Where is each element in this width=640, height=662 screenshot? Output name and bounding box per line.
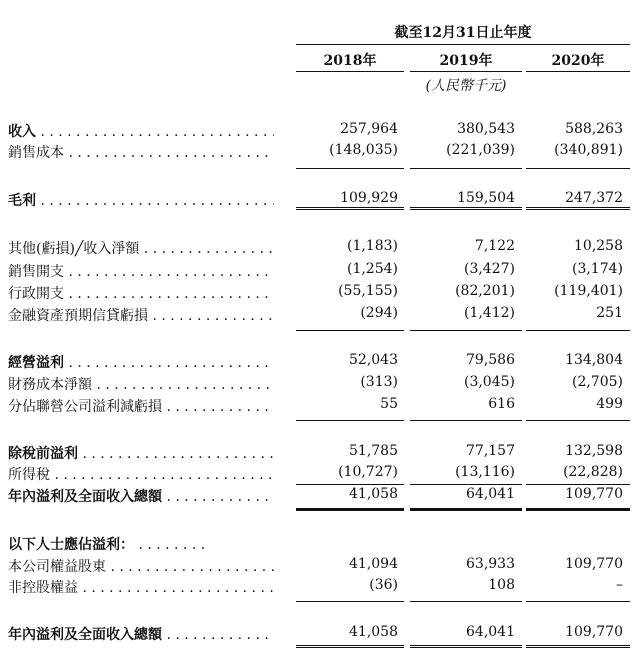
- rule-line: [410, 207, 522, 210]
- value-2020: 499: [596, 396, 623, 412]
- rule-line: [296, 420, 404, 421]
- value-2019: (1,412): [463, 305, 515, 321]
- rule-line: [526, 601, 630, 602]
- value-2018: (1,183): [346, 238, 398, 254]
- rule-line: [410, 508, 522, 511]
- rule-line: [296, 645, 404, 648]
- row-label: 金融資產預期信貸虧損 . . .: [8, 305, 274, 325]
- table-row: [0, 374, 640, 396]
- table-row: [0, 443, 640, 465]
- rule-line: [526, 168, 630, 169]
- value-2018: (148,035): [329, 142, 398, 158]
- value-2020: (3,174): [571, 261, 623, 277]
- rule-line: [410, 420, 522, 421]
- table-row: [0, 283, 640, 305]
- value-2018: 55: [380, 396, 398, 412]
- rule-line: [296, 330, 404, 331]
- value-2020: 109,770: [565, 556, 623, 572]
- rule-line: [410, 330, 522, 331]
- row-label: 所得稅 . . .: [8, 464, 274, 484]
- value-2020: 588,263: [565, 121, 623, 137]
- rule-line: [410, 168, 522, 169]
- value-2020: –: [616, 577, 623, 593]
- year-2018-header: 2018年: [323, 53, 377, 69]
- row-label: 行政開支 . . .: [8, 283, 274, 303]
- table-row: [0, 534, 640, 556]
- table-row: [0, 352, 640, 374]
- value-2020: 109,770: [565, 624, 623, 640]
- row-label: 除稅前溢利 . . .: [8, 443, 274, 463]
- year-2020-header: 2020年: [551, 53, 605, 69]
- value-2020: 109,770: [565, 486, 623, 502]
- row-label: 銷售開支 . . .: [8, 261, 274, 281]
- value-2018: (10,727): [338, 464, 398, 480]
- value-2018: 51,785: [349, 443, 398, 459]
- row-label: 年內溢利及全面收入總額 . . .: [8, 486, 274, 506]
- rule-line: [296, 207, 404, 210]
- value-2018: (36): [369, 577, 398, 593]
- year-2018-underline: [296, 71, 404, 72]
- table-row: [0, 305, 640, 327]
- rule-line: [526, 420, 630, 421]
- table-row: [0, 396, 640, 418]
- row-label: 非控股權益 . . .: [8, 577, 274, 597]
- value-2018: (1,254): [346, 261, 398, 277]
- value-2020: (22,828): [563, 464, 623, 480]
- value-2019: (82,201): [455, 283, 515, 299]
- value-2020: 251: [596, 305, 623, 321]
- period-header: 截至12月31日止年度: [394, 25, 532, 41]
- year-2019-header: 2019年: [439, 53, 493, 69]
- table-row: [0, 486, 640, 508]
- value-2019: 64,041: [466, 486, 515, 502]
- row-label: 年內溢利及全面收入總額 . . .: [8, 624, 274, 644]
- value-2020: 132,598: [565, 443, 623, 459]
- value-2019: (3,427): [463, 261, 515, 277]
- value-2018: 41,058: [349, 624, 398, 640]
- table-row: [0, 577, 640, 599]
- row-label: 收入 . . .: [8, 121, 274, 141]
- value-2018: 52,043: [349, 352, 398, 368]
- rule-line: [410, 601, 522, 602]
- table-row: [0, 261, 640, 283]
- rule-line: [296, 601, 404, 602]
- unit-label: (人民幣千元): [425, 78, 507, 94]
- value-2020: (2,705): [571, 374, 623, 390]
- rule-line: [296, 508, 404, 511]
- value-2020: (340,891): [554, 142, 623, 158]
- table-row: [0, 624, 640, 646]
- period-underline: [296, 44, 630, 45]
- value-2019: 64,041: [466, 624, 515, 640]
- value-2019: 79,586: [466, 352, 515, 368]
- table-row: [0, 121, 640, 143]
- value-2019: (13,116): [455, 464, 515, 480]
- table-row: [0, 238, 640, 260]
- section-heading: 以下人士應佔溢利： . . .: [8, 534, 208, 554]
- table-row: [0, 556, 640, 578]
- table-row: [0, 142, 640, 164]
- row-label: 本公司權益股東 . . .: [8, 556, 274, 576]
- rule-line: [526, 645, 630, 648]
- rule-line: [296, 168, 404, 169]
- value-2019: 616: [488, 396, 515, 412]
- row-label: 分佔聯營公司溢利減虧損 . . .: [8, 396, 274, 416]
- value-2019: (3,045): [463, 374, 515, 390]
- value-2019: 7,122: [474, 238, 515, 254]
- rule-line: [526, 207, 630, 210]
- value-2018: 257,964: [340, 121, 398, 137]
- value-2018: 109,929: [340, 190, 398, 206]
- year-2020-underline: [526, 71, 630, 72]
- rule-line: [526, 330, 630, 331]
- rule-line: [526, 508, 630, 511]
- value-2019: 108: [488, 577, 515, 593]
- value-2018: (313): [360, 374, 398, 390]
- row-label: 經營溢利 . . .: [8, 352, 274, 372]
- row-label: 銷售成本 . . .: [8, 142, 274, 162]
- value-2020: (119,401): [554, 283, 623, 299]
- value-2020: 134,804: [565, 352, 623, 368]
- year-2019-underline: [410, 71, 522, 72]
- value-2019: 63,933: [466, 556, 515, 572]
- value-2019: (221,039): [446, 142, 515, 158]
- row-label: 毛利 . . .: [8, 190, 274, 210]
- value-2019: 380,543: [457, 121, 515, 137]
- value-2019: 77,157: [466, 443, 515, 459]
- rule-line: [296, 484, 404, 485]
- value-2018: (294): [360, 305, 398, 321]
- value-2018: 41,058: [349, 486, 398, 502]
- rule-line: [410, 645, 522, 648]
- value-2020: 247,372: [565, 190, 623, 206]
- rule-line: [410, 484, 522, 485]
- row-label: 其他(虧損)╱收入淨額 . . .: [8, 238, 274, 258]
- table-row: [0, 464, 640, 486]
- rule-line: [526, 484, 630, 485]
- value-2019: 159,504: [457, 190, 515, 206]
- value-2018: (55,155): [338, 283, 398, 299]
- value-2018: 41,094: [349, 556, 398, 572]
- value-2020: 10,258: [574, 238, 623, 254]
- row-label: 財務成本淨額 . . .: [8, 374, 274, 394]
